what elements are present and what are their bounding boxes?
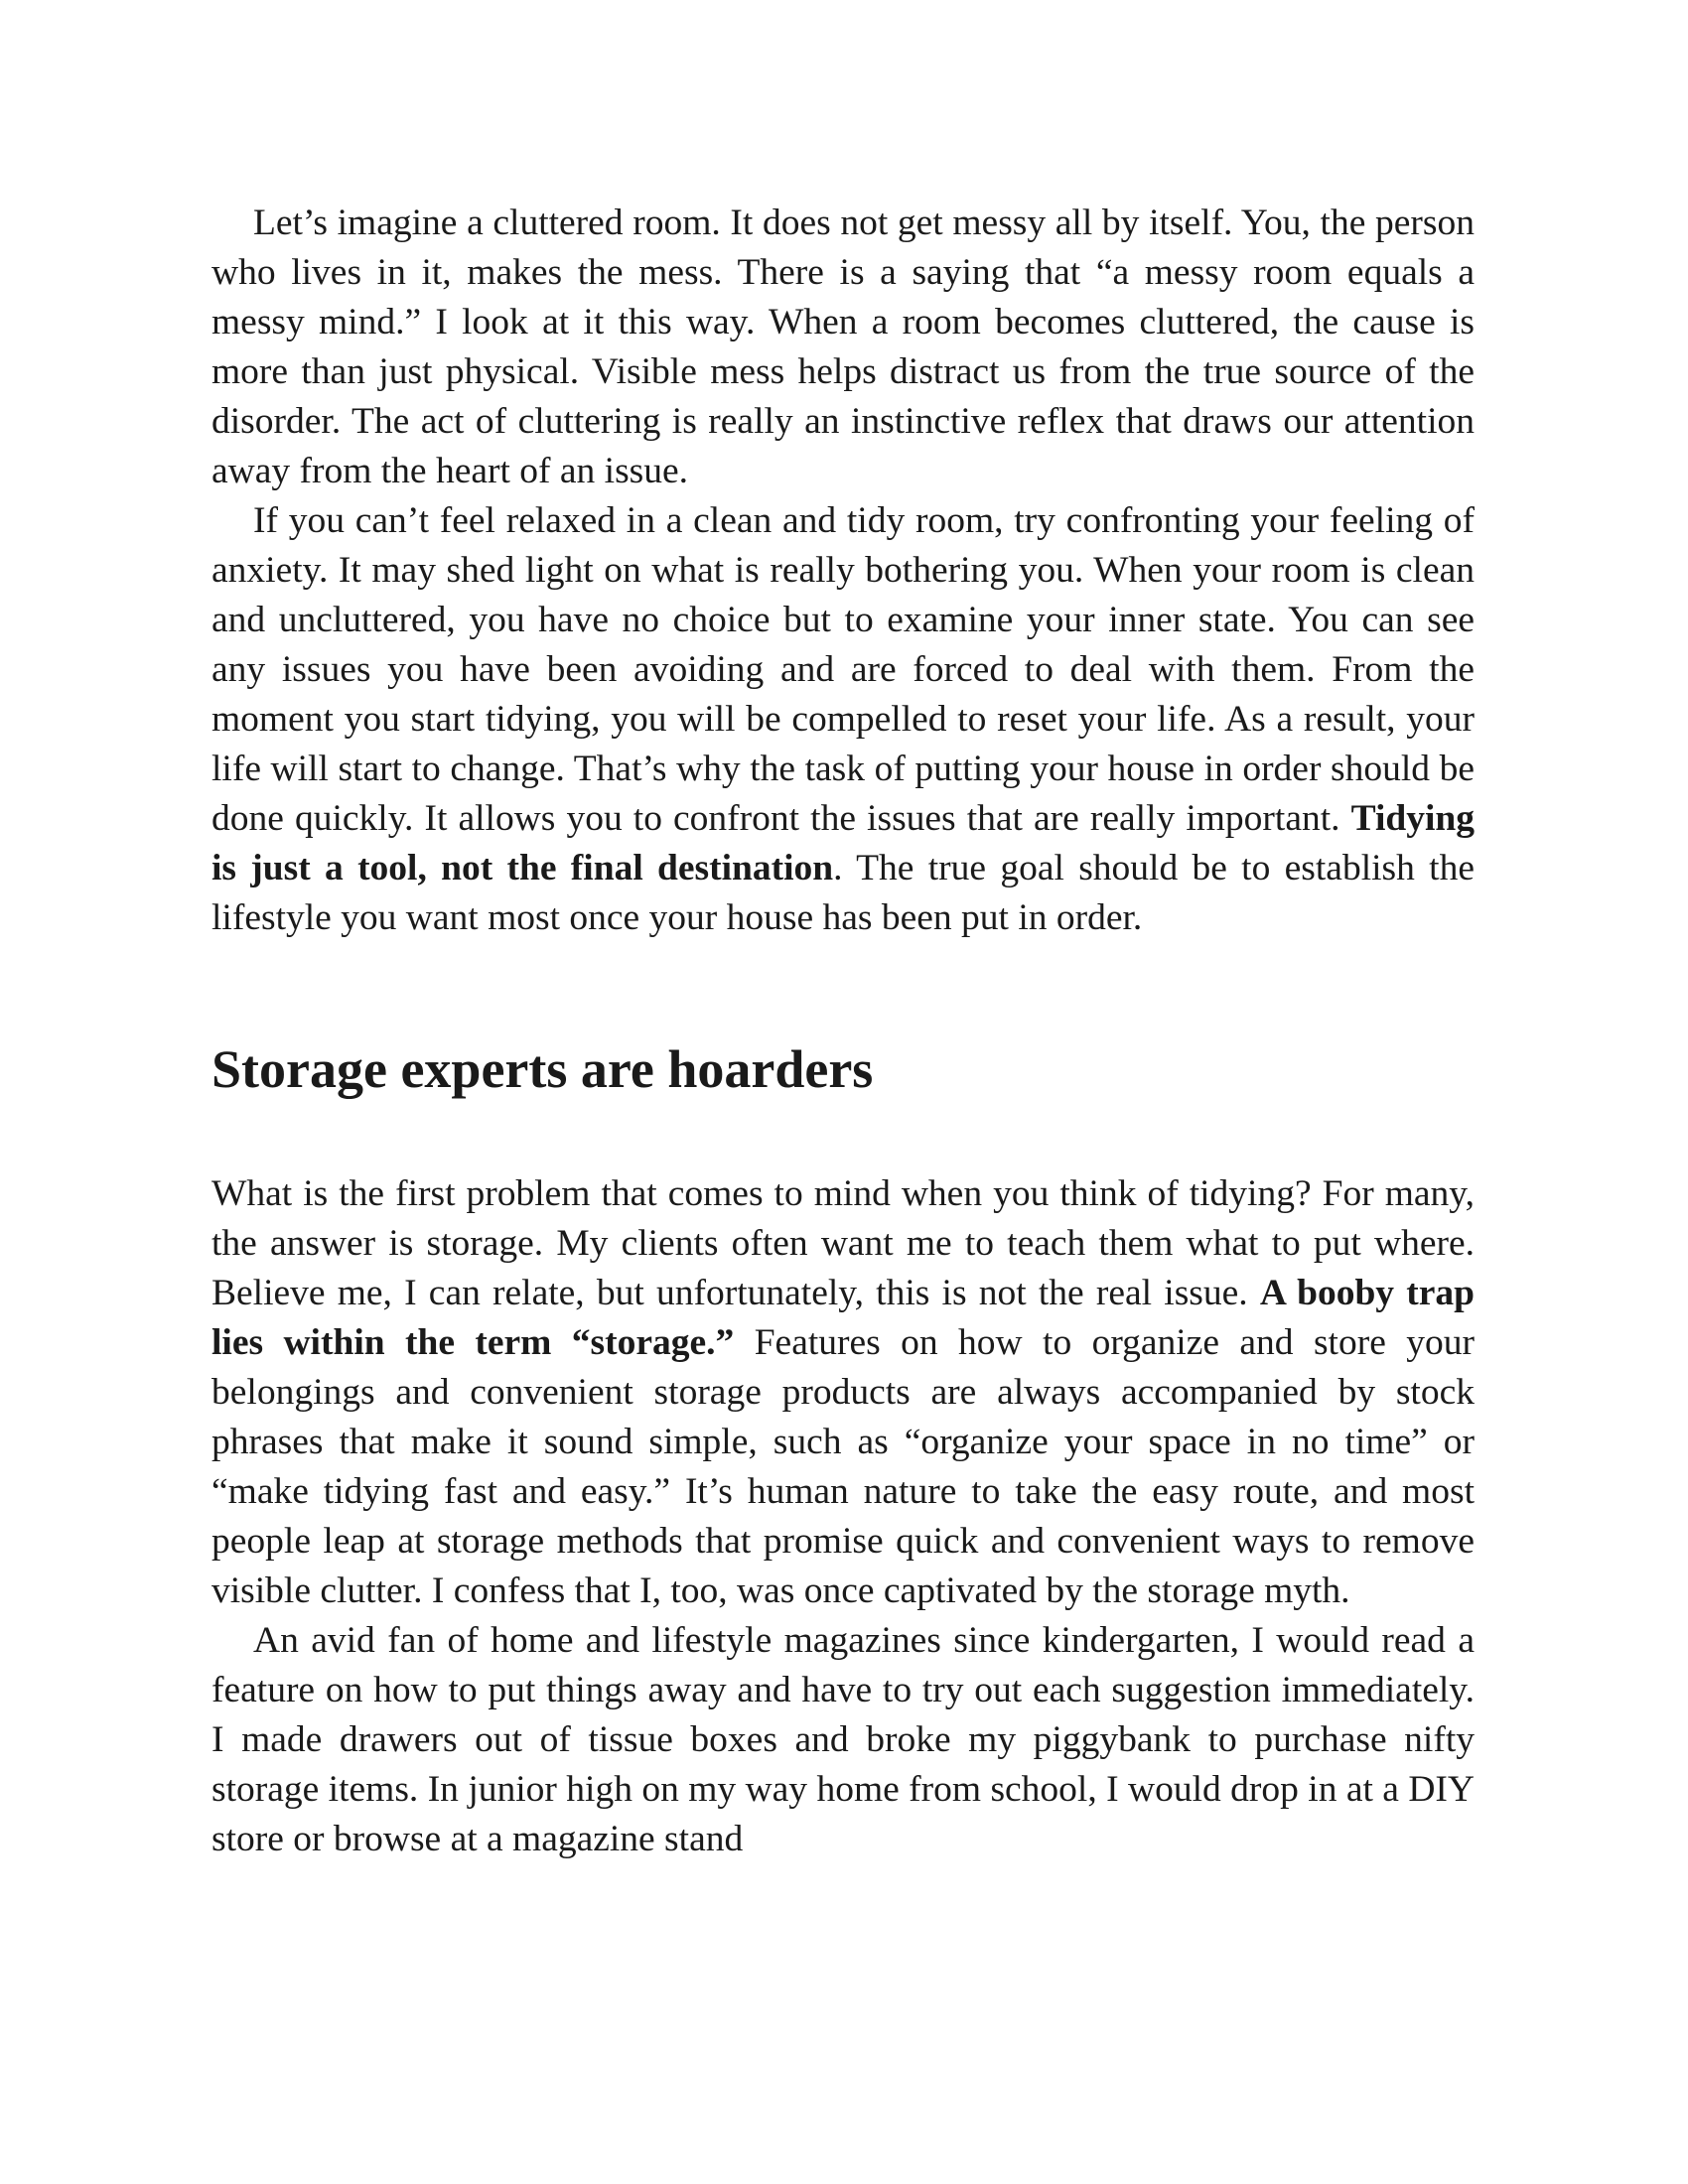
body-paragraph-anxiety <box>211 496 1475 943</box>
bold-emphasis: Tidying is just a tool, not the final destination <box>211 798 1475 888</box>
body-paragraph-storage <box>211 1169 1475 1616</box>
paragraph-text: If you can’t feel relaxed in a clean and tidy room, try confronting your feeling of anxiety. It may shed light on what is really bothering you. When your room is clean and uncluttered, you have no choice but to examine your inner state. You can see any issues you have been avoiding and are forced to deal with them. From the moment you start tidying, you will be compelled to reset your life. As a result, your life will start to change. That’s why the task of putting your house in order should be done quickly. It allows you to confront the issues that are really important. <box>211 500 1475 839</box>
section-heading: Storage experts are hoarders <box>211 1039 874 1099</box>
paragraph-text: An avid fan of home and lifestyle magazines since kindergarten, I would read a feature on how to put things away and have to try out each suggestion immediately. I made drawers out of tissue boxes and broke my piggybank to purchase nifty storage items. In junior high on my way home from school, I would drop in at a DIY store or browse at a magazine stand <box>211 1620 1475 1859</box>
body-paragraph-cluttered-room <box>211 199 1475 496</box>
paragraph-text: . The true goal should be to establish the lifestyle you want most once your house has been put in order. <box>211 848 1475 938</box>
body-paragraph-magazines <box>211 1616 1475 1864</box>
section-body <box>211 1169 1475 1864</box>
bold-emphasis: A booby trap lies within the term “storage.” <box>211 1273 1475 1363</box>
paragraph-text: Features on how to organize and store your belongings and convenient storage products are always accompanied by stock phrases that make it sound simple, such as “organize your space in no time” or “make tidying fast and easy.” It’s human nature to take the easy route, and most people leap at storage methods that promise quick and convenient ways to remove visible clutter. I confess that I, too, was once captivated by the storage myth. <box>211 1322 1475 1611</box>
paragraph-text: What is the first problem that comes to mind when you think of tidying? For many, the answer is storage. My clients often want me to teach them what to put where. Believe me, I can relate, but unfortunately, this is not the real issue. <box>211 1173 1475 1313</box>
book-page <box>211 199 1475 1864</box>
paragraph-text: Let’s imagine a cluttered room. It does not get messy all by itself. You, the person who lives in it, makes the mess. There is a saying that “a messy room equals a messy mind.” I look at it this way. When a room becomes cluttered, the cause is more than just physical. Visible mess helps distract us from the true source of the disorder. The act of cluttering is really an instinctive reflex that draws our attention away from the heart of an issue. <box>211 203 1475 491</box>
